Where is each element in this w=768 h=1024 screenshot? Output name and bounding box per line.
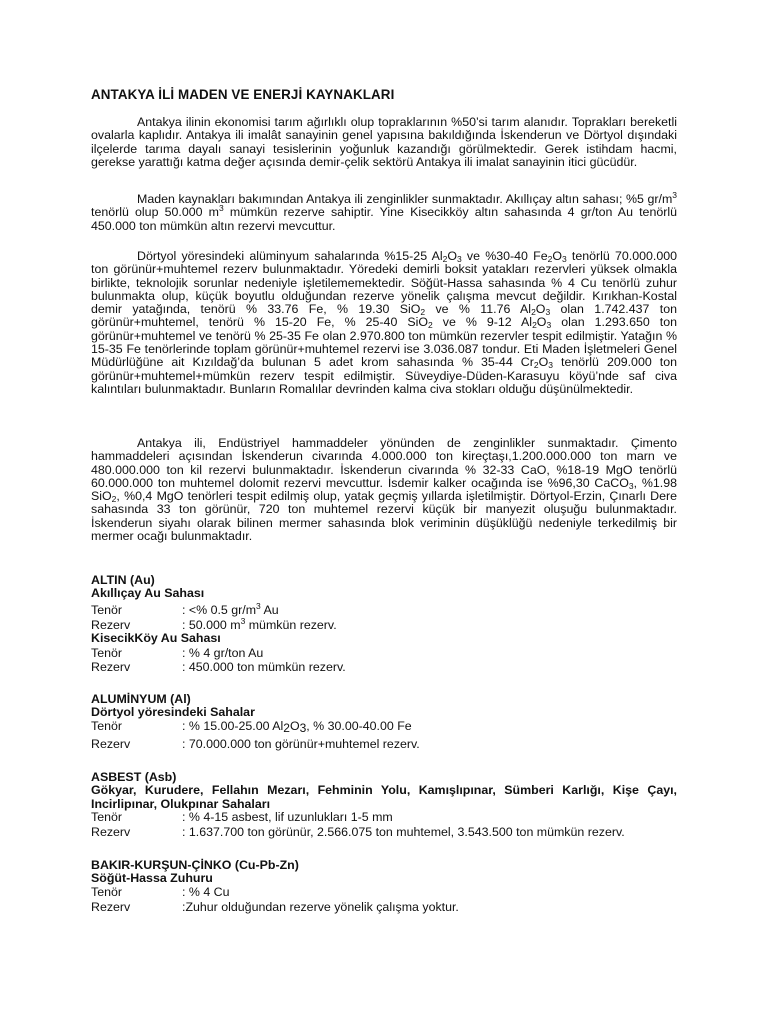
section-bakir [91, 859, 677, 914]
tenor-row: Tenör : % 15.00-25.00 $Al_2O_3$, % 30.00-40.00 Fe [91, 718, 412, 735]
section-heading: ASBEST (Asb) [91, 770, 177, 784]
site-name: KisecikKöy Au Sahası [91, 631, 221, 646]
paragraph-1: Antakya ilinin ekonomisi tarım ağırlıklı olup topraklarının %50’si tarım alanıdır. Toprakları bereketli ovalarla kaplıdır. Antakya ili imalât sanayinin genel yapısına bakıldığında İskenderun ve Dörtyol dışındaki ilçelerde tarıma dayalı sanayi tesislerinin yoğunluk kazandığı görülmektedir. Gerek istihdam hacmi, gerekse yarattığı katma değer açısında demir-çelik sektörü Antakya ili imalat sanayinin itici gücüdür. [91, 115, 677, 169]
document-title: ANTAKYA İLİ MADEN VE ENERJİ KAYNAKLARI [91, 87, 395, 102]
rezerv-row: Rezerv :Zuhur olduğundan rezerve yönelik çalışma yoktur. [91, 899, 459, 914]
rezerv-row: Rezerv : 50.000 $m^3$ mümkün rezerv. [91, 615, 337, 632]
site-name: Akıllıçay Au Sahası [91, 586, 205, 601]
section-heading: BAKIR-KURŞUN-ÇİNKO (Cu-Pb-Zn) [91, 858, 299, 872]
section-altin [91, 574, 677, 674]
tenor-row: Tenör : <% 0.5 $gr/m^3$ Au [91, 600, 279, 617]
site-name: Söğüt-Hassa Zuhuru [91, 871, 213, 886]
site-name: Dörtyol yöresindeki Sahalar [91, 705, 255, 720]
tenor-row: Tenör : % 4-15 asbest, lif uzunlukları 1-5 mm [91, 809, 393, 824]
paragraph-3: Dörtyol yöresindeki alüminyum sahalarında %15-25 $Al_2O_3$ ve %30-40 $Fe_2O_3$ tenörlü 70.000.000 ton görünür+muhtemel rezerv bulunmaktadır. Yöredeki demirli boksit yatakları rezervleri yüksek olmakla birlikte, teknolojik sorunlar nedeniyle işletilememektedir. Söğüt-Hassa sahasında % 4 Cu tenörlü zuhur bulunmakta olup, küçük boyutlu olduğundan rezerve yönelik çalışma mevcut değildir. Kırıkhan-Kostal demir yatağında, tenörü % 33.76 Fe, % 19.30 SiO$_2$ ve % 11.76 $Al_2O_3$ olan 1.742.437 ton görünür+muhtemel, tenörü % 15-20 Fe, % 25-40 SiO$_2$ ve % 9-12 $Al_2O_3$ olan 1.293.650 ton görünür+muhtemel ve tenörü % 25-35 Fe olan 2.970.800 ton mümkün rezervler tespit edilmiştir. Yatağın % 15-35 Fe tenörlerinde toplam görünür+muhtemel rezervi ise 3.036.087 tondur. Eti Maden İşletmeleri Genel Müdürlüğüne ait Kızıldağ’da bulunan 5 adet krom sahasında % 35-44 $Cr_2O_3$ tenörlü 209.000 ton görünür+muhtemel+mümkün rezerv tespit edilmiştir. Süveydiye-Düden-Karasuyu köyü’nde saf civa kalıntıları bulunmaktadır. Bunların Romalılar devrinden kalma civa stokları olduğu düşünülmektedir. [91, 249, 678, 396]
tenor-row: Tenör : % 4 gr/ton Au [91, 646, 264, 661]
section-asbest [91, 771, 677, 839]
section-aluminyum [91, 693, 677, 751]
rezerv-row: Rezerv : 450.000 ton mümkün rezerv. [91, 659, 346, 674]
rezerv-row: Rezerv : 70.000.000 ton görünür+muhtemel rezerv. [91, 736, 420, 751]
rezerv-row: Rezerv : 1.637.700 ton görünür, 2.566.075 ton muhtemel, 3.543.500 ton mümkün rezerv. [91, 825, 625, 840]
paragraph-2: Maden kaynakları bakımından Antakya ili zenginlikler sunmaktadır. Akıllıçay altın sahası; %5 $gr/m^3$ tenörlü olup 50.000 $m^3$ mümkün rezerve sahiptir. Yine Kisecikköy altın sahasında 4 gr/ton Au tenörlü 450.000 ton mümkün altın rezervi mevcuttur. [91, 190, 677, 233]
site-names: Gökyar, Kurudere, Fellahın Mezarı, Fehminin Yolu, Kamışlıpınar, Sümberi Karlığı, Kişe Çayı, Incirlipınar, Olukpınar Sahaları [91, 783, 677, 811]
section-heading: ALUMİNYUM (Al) [91, 692, 191, 706]
paragraph-4: Antakya ili, Endüstriyel hammaddeler yönünden de zenginlikler sunmaktadır. Çimento hammaddeleri açısından İskenderun civarında 4.000.000 ton kireçtaşı,1.200.000.000 ton marn ve 480.000.000 ton kil rezervi bulunmaktadır. İskenderun civarında % 32-33 CaO, %18-19 MgO tenörlü 60.000.000 ton muhtemel dolomit rezervi mevcuttur. İsdemir kalker ocağında ise %96,30 CaCO$_3$, %1.98 SiO$_2$, %0,4 MgO tenörleri tespit edilmiş olup, yatak geçmiş yıllarda işletilmiştir. Dörtyol-Erzin, Çınarlı Dere sahasında 33 ton görünür, 720 ton muhtemel rezervi küçük bir manyezit oluşuğu bulunmaktadır. İskenderun siyahı olarak bilinen mermer sahasında blok veriminin düşüklüğü nedeniyle terkedilmiş bir mermer ocağı bulunmaktadır. [91, 436, 677, 544]
section-heading: ALTIN (Au) [91, 573, 155, 587]
tenor-row: Tenör : % 4 Cu [91, 884, 230, 899]
